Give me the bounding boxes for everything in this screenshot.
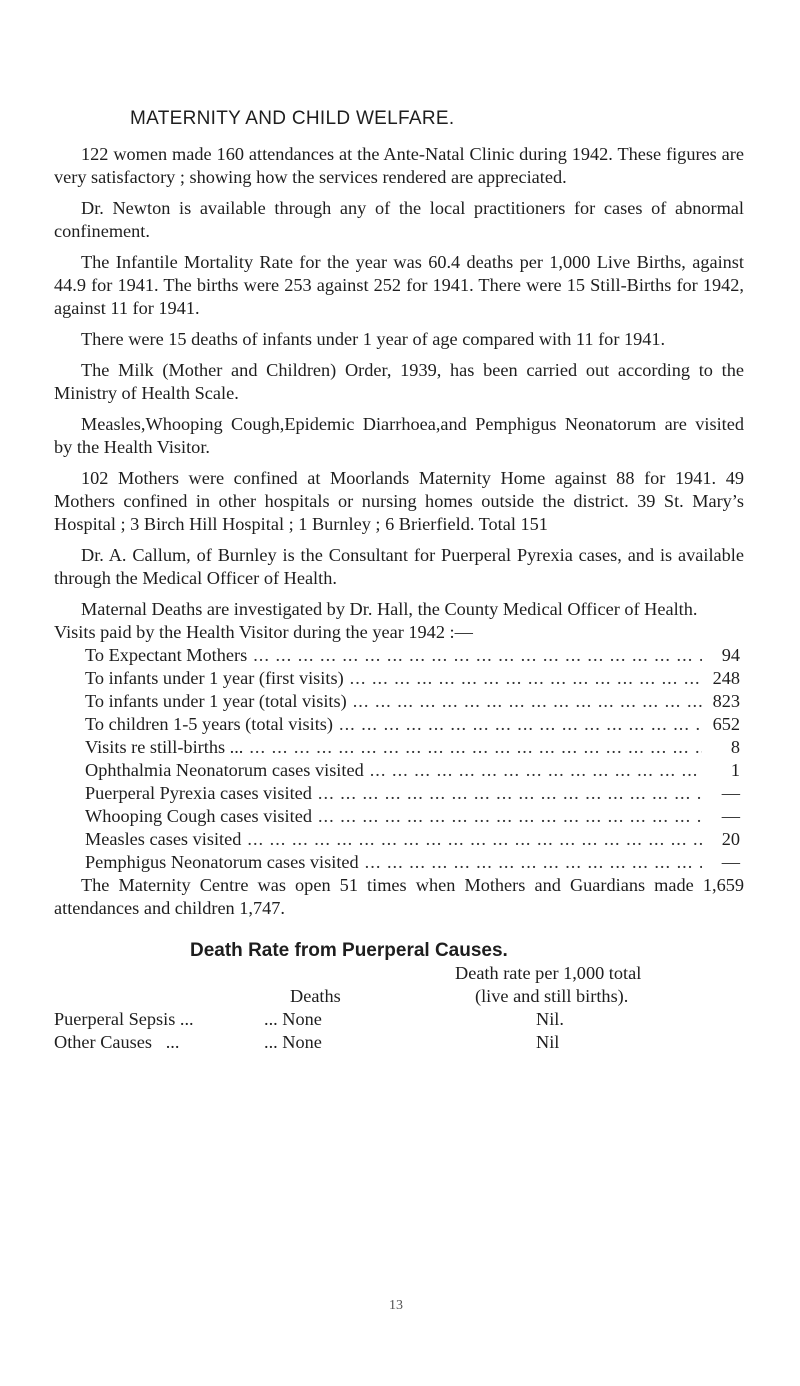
deaths-cell: ... None bbox=[264, 1032, 322, 1052]
visit-label: To infants under 1 year (total visits) bbox=[85, 691, 347, 711]
visit-label: Ophthalmia Neonatorum cases visited bbox=[85, 760, 364, 780]
visit-row bbox=[85, 736, 740, 759]
paragraph-measles: Measles,Whooping Cough,Epidemic Diarrhoea,and Pemphigus Neonatorum are visited by the Health Visitor. bbox=[54, 414, 744, 457]
visit-label: To infants under 1 year (first visits) bbox=[85, 668, 344, 688]
leader-dots bbox=[344, 667, 702, 690]
visit-row bbox=[85, 667, 740, 690]
leader-dots bbox=[241, 828, 702, 851]
paragraph-antenatal: 122 women made 160 attendances at the Ante-Natal Clinic during 1942. These figures are very satisfactory ; showing how the services rendered are appreciated. bbox=[54, 144, 744, 187]
visit-value: 652 bbox=[712, 714, 740, 734]
visit-row bbox=[85, 759, 740, 782]
paragraph-maternity-centre: The Maternity Centre was open 51 times when Mothers and Guardians made 1,659 attendances and children 1,747. bbox=[54, 875, 744, 918]
leader-dots bbox=[243, 736, 702, 759]
visit-label: Whooping Cough cases visited bbox=[85, 806, 312, 826]
visit-value: 8 bbox=[730, 737, 740, 757]
document-page bbox=[54, 108, 744, 1058]
visit-label: Pemphigus Neonatorum cases visited bbox=[85, 852, 359, 872]
visit-value: 823 bbox=[712, 691, 740, 711]
visit-row bbox=[85, 828, 740, 851]
visit-row bbox=[85, 782, 740, 805]
visit-label: Puerperal Pyrexia cases visited bbox=[85, 783, 312, 803]
page-title: MATERNITY AND CHILD WELFARE. bbox=[130, 108, 455, 129]
death-rate-title: Death Rate from Puerperal Causes. bbox=[190, 940, 508, 961]
page-number: 13 bbox=[389, 1298, 403, 1313]
visit-row bbox=[85, 851, 740, 874]
visit-value: — bbox=[721, 852, 740, 872]
deaths-header: Deaths bbox=[290, 986, 341, 1006]
paragraph-newton: Dr. Newton is available through any of the local practitioners for cases of abnormal confinement. bbox=[54, 198, 744, 241]
visit-value: — bbox=[721, 783, 740, 803]
visit-label: Measles cases visited bbox=[85, 829, 242, 849]
visit-row bbox=[85, 713, 740, 736]
visit-value: — bbox=[721, 806, 740, 826]
cause-cell: Puerperal Sepsis ... bbox=[54, 1009, 194, 1029]
leader-dots bbox=[364, 759, 702, 782]
paragraph-confinements: 102 Mothers were confined at Moorlands Maternity Home against 88 for 1941. 49 Mothers confined in other hospitals or nursing homes outside the district. 39 St. Mary’s Hospital ; 3 Birch Hill Hospital ; 1 Burnley ; 6 Brierfield. Total 151 bbox=[54, 468, 744, 534]
visit-row bbox=[85, 690, 740, 713]
rate-cell: Nil bbox=[536, 1032, 560, 1052]
visit-row bbox=[85, 644, 740, 667]
visit-label: Visits re still-births ... bbox=[85, 737, 244, 757]
visit-value: 248 bbox=[712, 668, 740, 688]
cause-cell: Other Causes ... bbox=[54, 1032, 180, 1052]
visits-intro: Visits paid by the Health Visitor during the year 1942 :— bbox=[54, 622, 473, 642]
leader-dots bbox=[312, 782, 702, 805]
leader-dots bbox=[347, 690, 702, 713]
deaths-cell: ... None bbox=[264, 1009, 322, 1029]
visit-label: To children 1-5 years (total visits) bbox=[85, 714, 333, 734]
paragraph-infant-deaths: There were 15 deaths of infants under 1 year of age compared with 11 for 1941. bbox=[81, 329, 666, 349]
visit-value: 1 bbox=[730, 760, 740, 780]
leader-dots bbox=[312, 805, 702, 828]
paragraph-milk-order: The Milk (Mother and Children) Order, 1939, has been carried out according to the Ministry of Health Scale. bbox=[54, 360, 744, 403]
rate-header-line1: Death rate per 1,000 total bbox=[455, 963, 642, 983]
visit-value: 94 bbox=[721, 645, 740, 665]
death-rate-table bbox=[54, 962, 744, 1058]
visit-row bbox=[85, 805, 740, 828]
visit-label: To Expectant Mothers bbox=[85, 645, 248, 665]
rate-cell: Nil. bbox=[536, 1009, 564, 1029]
leader-dots bbox=[333, 713, 702, 736]
paragraph-infantile-mortality: The Infantile Mortality Rate for the year was 60.4 deaths per 1,000 Live Births, against 44.9 for 1941. The births were 253 against 252 for 1941. There were 15 Still-Births for 1942, against 11 for 1941. bbox=[54, 252, 744, 318]
leader-dots bbox=[359, 851, 702, 874]
paragraph-callum: Dr. A. Callum, of Burnley is the Consultant for Puerperal Pyrexia cases, and is available through the Medical Officer of Health. bbox=[54, 545, 744, 588]
leader-dots bbox=[247, 644, 702, 667]
visits-list bbox=[85, 644, 740, 874]
rate-header-line2: (live and still births). bbox=[475, 986, 629, 1006]
visit-value: 20 bbox=[721, 829, 740, 849]
paragraph-maternal-deaths: Maternal Deaths are investigated by Dr. Hall, the County Medical Officer of Health. bbox=[81, 599, 698, 619]
